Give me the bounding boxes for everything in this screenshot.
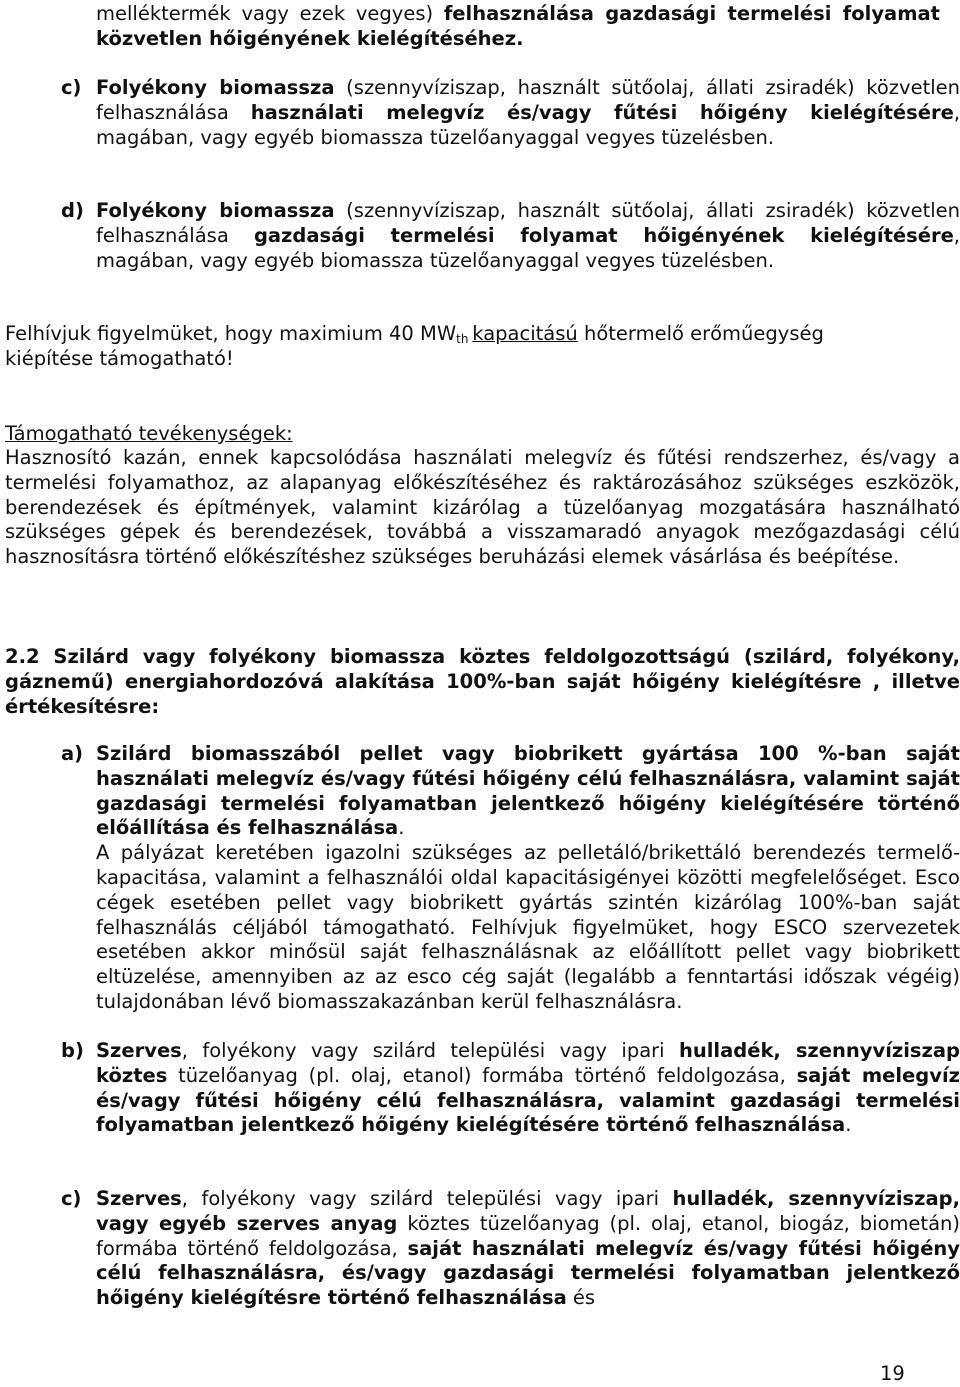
section-heading-2-2: 2.2 Szilárd vagy folyékony biomassza köztes feldolgozottságú (szilárd, folyékony, gáznemű) energiahordozóvá alakítása 100%-ban saját hőigény kielégítésre , illetve értékesítésre: [5,645,960,718]
text-run: Folyékony biomassza [96,76,335,99]
list-label: c) [61,76,82,99]
text-run: th [456,332,473,346]
list-label: c) [61,1187,82,1210]
text-run: , magában, vagy egyéb biomassza tüzelőanyaggal vegyes tüzelésben. [96,223,960,272]
list-label: b) [61,1039,84,1062]
list-item-2a [61,742,960,1015]
text-run: (szennyvíziszap, használt sütőolaj, állati zsiradék) közvetlen felhasználása [96,199,960,247]
text-run: . [845,1113,852,1137]
list-item-c [61,76,960,150]
text-run: Szerves [96,1187,182,1210]
text-run: Folyékony biomassza [96,199,335,222]
text-run: (szennyvíziszap, használt sütőolaj, állati zsiradék) közvetlen felhasználása [96,76,960,124]
text-run: hőtermelő erőműegység kiépítése támogatható! [5,322,824,370]
notice-paragraph [5,322,875,372]
supported-activities-paragraph: Hasznosító kazán, ennek kapcsolódása használati melegvíz és fűtési rendszerhez, és/vagy a termelési folyamathoz, az alapanyag előkészítéséhez és raktározásához szükséges eszközök, berendezések és építmények, valamint kizárólag a tüzelőanyag mozgatására használható szükséges gépek és berendezések, továbbá a visszamaradó anyagok mezőgazdasági célú hasznosításra történő előkészítéshez szükséges beruházási elemek vásárlása és beépítése. [5,446,960,569]
text-run: hulladék, szennyvíziszap, vagy egyéb szerves anyag [96,1187,960,1235]
text-run: köztes tüzelőanyag (pl. olaj, etanol, biogáz, biometán) formába történő feldolgozása, [96,1211,960,1260]
list-item-text [96,742,960,841]
text-run: gazdasági termelési folyamat hőigényének kielégítésére [253,223,954,247]
intro-paragraph [96,2,940,52]
list-item-paragraph: A pályázat keretében igazolni szükséges az pelletáló/brikettáló berendezés termelő-kapacitása, valamint a felhasználói oldal kapacitásigényei közötti megfelelőséget. Esco cégek esetében pellet vagy biobrikett gyártás szintén kizárólag 100%-ban saját felhasználás céljából támogatható. Felhívjuk figyelmüket, hogy ESCO szervezetek esetében akkor minősül saját felhasználásnak az előállított pellet vagy biobrikett eltüzelése, amennyiben az az esco cég saját (legalább a fenntartási időszak végéig) tulajdonában lévő biomasszakazánban kerül felhasználásra. [96,841,960,1013]
text-run: Szerves [96,1039,182,1062]
text-run: kapacitású [472,322,578,345]
text-run: és [566,1286,596,1310]
text-run: , magában, vagy egyéb biomassza tüzelőanyaggal vegyes tüzelésben. [96,100,960,149]
list-item-d [61,199,960,273]
section-heading-supported [5,422,805,447]
text-run: Szilárd biomasszából pellet vagy biobrikett gyártása 100 %-ban saját használati melegvíz és/vagy fűtési hőigény célú felhasználásra, valamint saját gazdasági termelési folyamatban jelentkező hőigény kielégítésére történő előállítása és felhasználása [96,742,960,840]
list-item-text [96,1039,960,1138]
list-item-2c [61,1187,960,1311]
text-run: felhasználása gazdasági termelési folyamat közvetlen hőigényének kielégítéséhez. [96,2,940,50]
text-run: , folyékony vagy szilárd települési vagy ipari [181,1039,679,1062]
text-run: Felhívjuk figyelmüket, hogy maximium 40 MW [5,322,457,345]
list-item-text [96,199,960,273]
text-run: melléktermék vagy ezek vegyes) [96,2,444,25]
list-label: d) [61,199,84,222]
list-item-text [96,1187,960,1311]
text-run: használati melegvíz és/vagy fűtési hőigény kielégítésére [250,100,954,124]
supported-heading-text: Támogatható tevékenységek: [5,422,293,445]
text-run: , folyékony vagy szilárd települési vagy ipari [181,1187,673,1210]
list-label: a) [61,742,84,765]
text-run: . [398,816,405,840]
text-run: hulladék, szennyvíziszap köztes [96,1039,960,1087]
list-item-text [96,76,960,150]
list-item-2b [61,1039,960,1138]
page-number: 19 [880,1362,905,1385]
text-run: saját használati melegvíz és/vagy fűtési hőigény célú felhasználásra, és/vagy gazdasági termelési folyamatban jelentkező hőigény kielégítésre történő felhasználása [96,1236,960,1310]
text-run: tüzelőanyag (pl. olaj, etanol) formába történő feldolgozása, [167,1063,797,1087]
text-run: saját melegvíz és/vagy fűtési hőigény célú felhasználásra, valamint gazdasági termelési folyamatban jelentkező hőigény kielégítésére történő felhasználása [96,1063,960,1137]
